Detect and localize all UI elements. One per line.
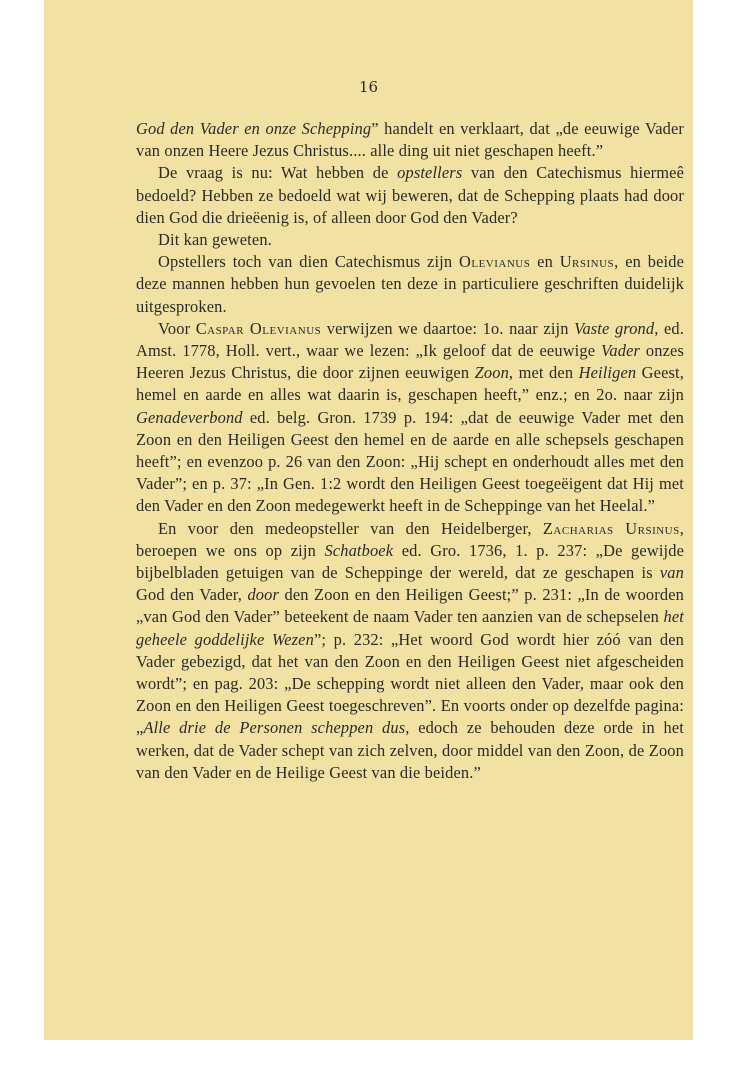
- text-run: ”; p. 232: „Het woord God wordt hier zóó van den Vader gebezigd, dat het van den Zoon en den Heiligen Geest niet afgescheiden wordt”; en pag. 203: „De schepping wordt niet alleen den Vader, maar ook den Zoon en den Heiligen Geest toegeschreven”. En voorts onder op dezelfde pagina: „: [136, 629, 684, 738]
- text-run: Dit kan geweten.: [158, 230, 272, 250]
- italic-text: opstellers: [397, 163, 463, 183]
- small-caps-name: Zacharias Ursinus: [542, 518, 680, 538]
- paragraph: [136, 318, 684, 518]
- text-run: God den Vader,: [136, 585, 248, 605]
- italic-text: Genadeverbond: [136, 407, 243, 427]
- text-run: , ed. Amst. 1778, Holl. vert., waar we lezen: „Ik geloof dat de eeuwige: [136, 318, 685, 361]
- text-run: verwijzen we daartoe: 1o. naar zijn: [321, 318, 575, 338]
- paragraph: [136, 162, 684, 229]
- text-run: ed. belg. Gron. 1739 p. 194: „dat de eeuwige Vader met den Zoon en den Heiligen Geest den hemel en de aarde en alle schepsels geschapen heeft”; en evenzoo p. 26 van den Zoon: „Hij schept en onderhoudt alles met den Vader”; en p. 37: „In Gen. 1:2 wordt den Heiligen Geest toegeëigent dat Hij met den Vader en den Zoon medegewerkt heeft in de Scheppinge van het Heelal.”: [136, 407, 684, 516]
- italic-text: Alle drie de Personen scheppen dus: [143, 718, 406, 738]
- text-run: ed. Gro. 1736, 1. p. 237: „De gewijde bijbelbladen getuigen van de Scheppinge der wereld, dat ze geschapen is: [136, 540, 684, 583]
- paragraph: [136, 518, 684, 784]
- text-run: , met den: [508, 363, 579, 383]
- body-text: [136, 118, 684, 784]
- text-run: onzes Heeren Jezus Christus, die door zijnen eeuwigen: [136, 341, 684, 383]
- small-caps-name: Caspar Olevianus: [195, 318, 322, 338]
- italic-text: van: [659, 563, 684, 583]
- text-run: Voor: [158, 318, 196, 338]
- paragraph: [136, 229, 684, 251]
- text-run: , en beide deze mannen hebben hun gevoelen ten deze in particuliere geschriften duidelijk uitgesproken.: [136, 252, 685, 316]
- italic-text: Schatboek: [324, 540, 394, 560]
- italic-text: het geheele goddelijke Wezen: [136, 607, 684, 649]
- italic-text: Zoon: [474, 363, 509, 383]
- text-run: , edoch ze behouden deze orde in het werken, dat de Vader schept van zich zelven, door middel van den Zoon, de Zoon van den Vader en de Heilige Geest van die beiden.”: [136, 718, 684, 782]
- italic-text: Heiligen: [578, 363, 637, 383]
- book-page: [44, 0, 693, 1040]
- small-caps-name: Olevianus: [459, 252, 531, 272]
- italic-text: Vaste grond: [574, 318, 655, 338]
- text-run: En voor den medeopsteller van den Heidelberger,: [158, 518, 543, 538]
- text-run: , beroepen we ons op zijn: [136, 518, 684, 560]
- italic-text: Vader: [601, 341, 641, 361]
- text-run: Geest, hemel en aarde en alles wat daarin is, geschapen heeft,” enz.; en 2o. naar zijn: [136, 363, 684, 405]
- page-number: 16: [358, 78, 379, 96]
- italic-text: door: [247, 585, 280, 605]
- text-run: den Zoon en den Heiligen Geest;” p. 231: „In de woorden „van God den Vader” beteekent de naam Vader ten aanzien van de schepselen: [136, 585, 684, 627]
- text-run: van den Catechismus hiermeê bedoeld? Hebben ze bedoeld wat wij beweren, dat de Schepping plaats had door dien God die drieëenig is, of alleen door God den Vader?: [136, 163, 685, 227]
- paragraph: [136, 118, 684, 162]
- text-run: Opstellers toch van dien Catechismus zijn: [158, 252, 460, 272]
- text-run: De vraag is nu: Wat hebben de: [158, 163, 398, 183]
- text-run: ” handelt en verklaart, dat „de eeuwige Vader van onzen Heere Jezus Christus.... alle ding uit niet geschapen heeft.”: [136, 119, 685, 161]
- paragraph: [136, 251, 684, 318]
- text-run: en: [530, 252, 560, 272]
- small-caps-name: Ursinus: [559, 252, 615, 272]
- italic-text: God den Vader en onze Schepping: [136, 119, 372, 138]
